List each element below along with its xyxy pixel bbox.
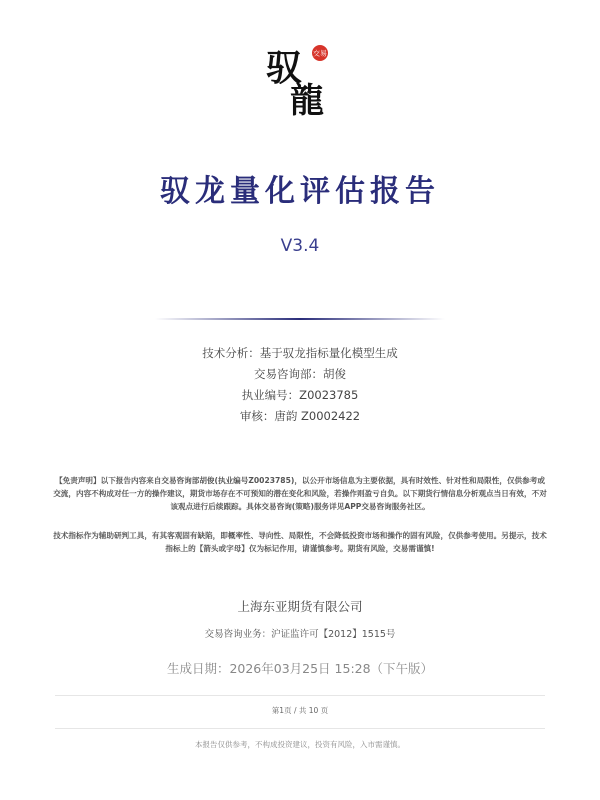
company-name: 上海东亚期货有限公司 (237, 599, 363, 614)
logo-seal-text: 交易 (313, 49, 327, 58)
page-number: 第1页 / 共 10 页 (271, 706, 329, 715)
meta-analysis: 技术分析：基于驭龙指标量化模型生成 (202, 346, 398, 360)
footer-divider-bottom (55, 728, 545, 729)
footer-divider-top (55, 695, 545, 696)
meta-license-no: 执业编号：Z0023785 (241, 388, 359, 402)
report-meta (0, 343, 600, 427)
disclaimer-paragraph: 【免责声明】以下报告内容来自交易咨询部胡俊(执业编号Z0023785)，以公开市场信息为主要依据，具有时效性、针对性和局限性，仅供参考或交流，内容不构成对任一方的操作建议，期货市场存在不可预知的潜在变化和风险，若操作则盈亏自负。以下期货行情信息分析观点当日有效，不对该观点进行后续跟踪。具体交易咨询(策略)服务详见APP交易咨询服务社区。 (53, 476, 547, 511)
logo-char-yu: 驭 (266, 47, 303, 89)
technical-indicator-notice: 技术指标作为辅助研判工具，有其客观固有缺陷，即概率性、导向性、局限性，不会降低投资市场和操作的固有风险，仅供参考使用。另提示，技术指标上的【箭头或字母】仅为标记作用，请谨慎参考。期货有风险，交易需谨慎! (53, 531, 547, 553)
generation-date: 生成日期：2026年03月25日 15:28（下午版） (166, 661, 434, 676)
meta-department: 交易咨询部：胡俊 (254, 367, 346, 381)
report-title: 驭龙量化评估报告 (160, 174, 440, 209)
yulong-logo-icon (262, 40, 338, 116)
company-license: 交易咨询业务：沪证监许可【2012】1515号 (204, 629, 396, 640)
footer-note: 本报告仅供参考，不构成投资建议，投资有风险，入市需谨慎。 (195, 740, 405, 749)
meta-reviewer: 审核：唐韵 Z0002422 (239, 409, 361, 423)
title-divider (155, 318, 445, 320)
logo-char-long: 龍 (290, 81, 324, 116)
report-version: V3.4 (280, 236, 320, 256)
